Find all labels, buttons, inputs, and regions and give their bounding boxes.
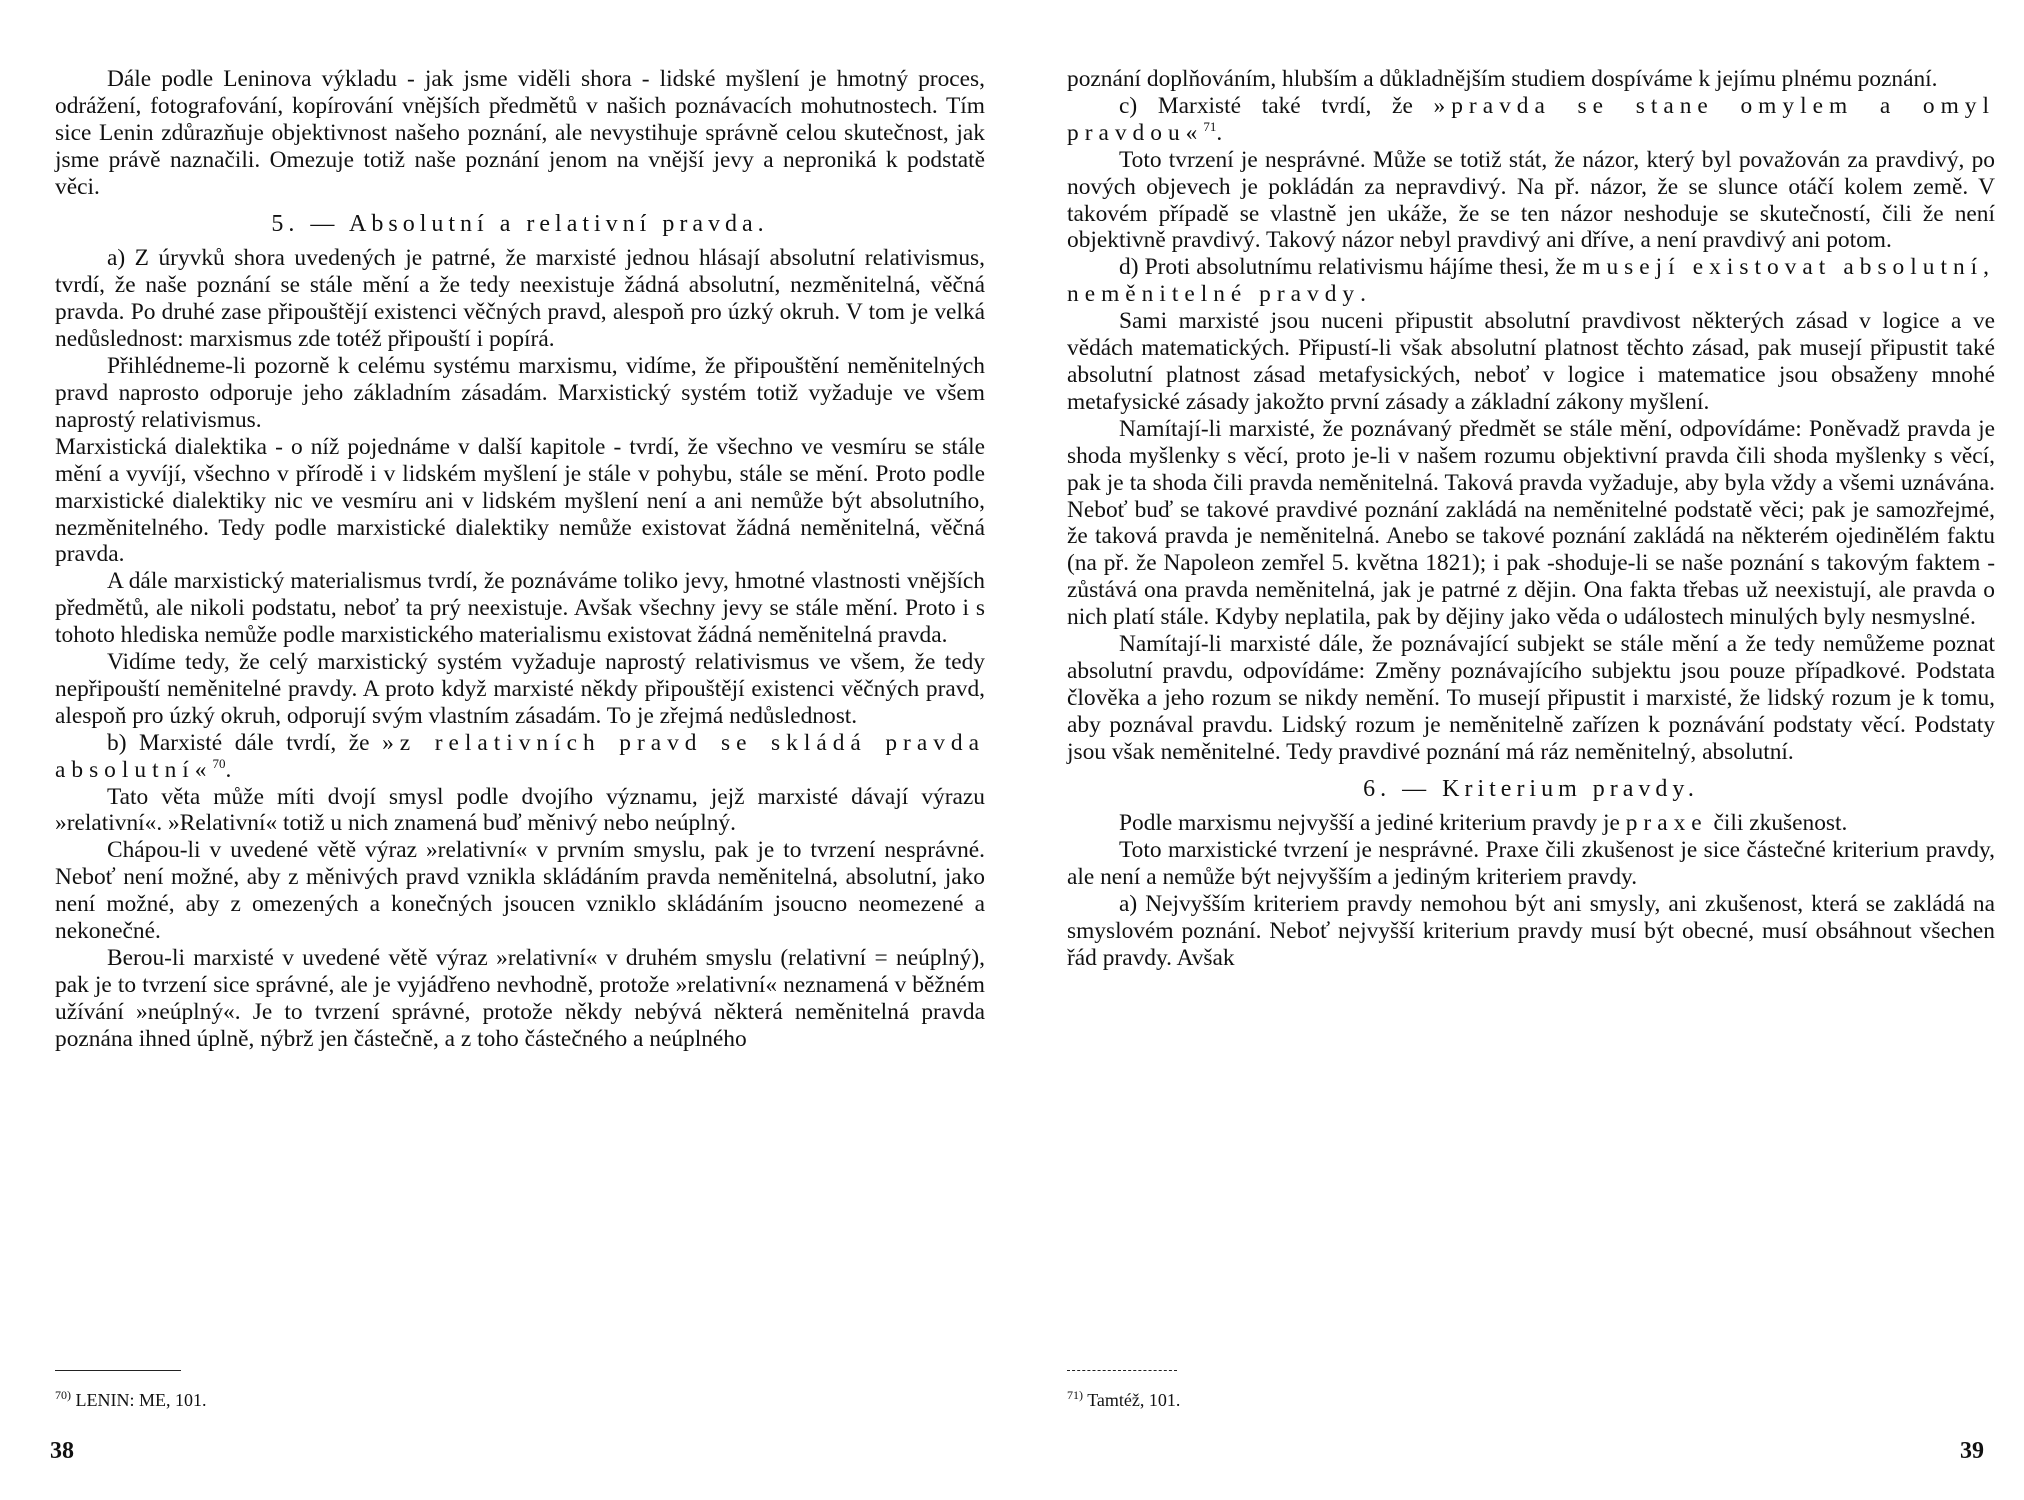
footnote-mark: 70) xyxy=(55,1388,71,1402)
paragraph: Vidíme tedy, že celý marxistický systém vyžaduje naprostý relativismus ve všem, že tedy nepřipouští neměnitelné pravdy. A proto když marxisté někdy připouštějí existenci věčných pravd, alespoň pro úzký okruh, odporují svým vlastním zásadám. To je zřejmá nedůslednost. xyxy=(55,649,985,729)
paragraph: Namítají-li marxisté dále, že poznávající subjekt se stále mění a že tedy nemůžeme poznat absolutní pravdu, odpovídáme: Změny poznávajícího subjektu jsou pouze případkové. Podstata člověka a jeho rozum se nikdy nemění. To musejí připustit i marxisté, že lidský rozum je k tomu, aby poznával pravdu. Lidský rozum je neměnitelně zařízen k poznávání podstaty věcí. Podstaty jsou však neměnitelné. Tedy pravdivé poznání má ráz neměnitelný, absolutní. xyxy=(1067,631,1995,765)
claim-b: b) Marxisté dále tvrdí, že »z relativních pravd se skládá pravda absolutní«$^{70}$. xyxy=(55,729,985,783)
paragraph: Marxistická dialektika - o níž pojednáme v další kapitole - tvrdí, že všechno ve vesmíru se stále mění a vyvíjí, všechno v přírodě i v lidském myšlení je stále v pohybu, stále se mění. Proto podle marxistické dialektiky nic ve vesmíru ani v lidském myšlení není a ani nemůže být absolutního, nezměnitelného. Tedy podle marxistické dialektiky nemůže existovat žádná neměnitelná, věčná pravda. xyxy=(55,433,985,568)
section-title: Absolutní a relativní pravda. xyxy=(349,210,769,237)
paragraph: A dále marxistický materialismus tvrdí, že poznáváme toliko jevy, hmotné vlastnosti vnějších předmětů, ale nikoli podstatu, neboť ta prý neexistuje. Avšak všechny jevy se stále mění. Proto i s tohoto hlediska nemůže podle marxistického materialismu existovat žádná neměnitelná pravda. xyxy=(55,568,985,649)
paragraph: poznání doplňováním, hlubším a důkladnějším studiem dospíváme k jejímu plnému poznání. xyxy=(1067,66,1938,92)
page-number: 38 xyxy=(50,1438,74,1464)
spaced-quote: »z relativních pravd se skládá pravda absolutní« xyxy=(55,729,985,783)
paragraph: Dále podle Leninova výkladu - jak jsme viděli shora - lidské myšlení je hmotný proces, odrážení, fotografování, kopírování vnějších předmětů v našich poznávacích mohutnostech. Tím sice Lenin zdůrazňuje objektivnost našeho poznání, ale nevystihuje správně celou skutečnost, jak jsme právě naznačili. Omezuje totiž naše poznání jenom na vnější jevy a neproniká k podstatě věci. xyxy=(55,66,985,200)
section-number: 6. — xyxy=(1363,775,1432,802)
footnote-text: Tamtéž, 101. xyxy=(1087,1390,1181,1410)
paragraph: Sami marxisté jsou nuceni připustit absolutní pravdivost některých zásad v logice a ve vědách matematických. Připustí-li však absolutní platnost těchto zásad, pak musejí připustit také absolutní platnost zásad metafysických, neboť v logice i matematice jsou obsaženy mnohé metafysické zásady jakožto první zásady a základní zákony myšlení. xyxy=(1067,308,1995,415)
section-heading-6 xyxy=(1067,776,1995,803)
footnote-ref: 70 xyxy=(212,755,226,771)
section-number: 5. — xyxy=(271,210,340,237)
claim-d: d) Proti absolutnímu relativismu hájíme thesi, že musejí existovat absolutní, neměnitelné pravdy. xyxy=(1067,254,1995,308)
claim-c: c) Marxisté také tvrdí, že »pravda se stane omylem a omyl pravdou«$^{71}$. xyxy=(1067,92,1995,146)
paragraph: Podle marxismu nejvyšší a jediné kriterium pravdy je praxe čili zkušenost. xyxy=(1119,810,1848,837)
paragraph: Toto tvrzení je nesprávné. Může se totiž stát, že názor, který byl považován za pravdivý, po nových objevech je pokládán za nepravdivý. Na př. názor, že se slunce otáčí kolem země. V takovém případě se vlastně jen ukáže, že se ten názor neshoduje se skutečností, čili že není objektivně pravdivý. Takový názor nebyl pravdivý ani dříve, a není pravdivý ani potom. xyxy=(1067,146,1995,254)
paragraph: Namítají-li marxisté, že poznávaný předmět se stále mění, odpovídáme: Poněvadž pravda je shoda myšlenky s věcí, proto je-li v našem rozumu objektivní pravda čili shoda myšlenky s věcí, pak je ta shoda čili pravda neměnitelná. Taková pravda vyžaduje, aby byla vždy a všemi uznávána. Neboť buď se takové pravdivé poznání zakládá na neměnitelné podstatě věci; pak je samozřejmé, že taková pravda je neměnitelná. Anebo se takové poznání zakládá na některém ojedinělém faktu (na př. že Napoleon zemřel 5. května 1821); i pak -shoduje-li se naše poznání s takovým faktem - zůstává ona pravda neměnitelná, jak je patrné z dějin. Ona fakta třebas už neexistují, ale pravda o nich platí stále. Kdyby neplatila, pak by dějiny jako věda o událostech minulých byly nesmyslné. xyxy=(1067,415,1995,631)
spaced-quote: musejí existovat absolutní, neměnitelné pravdy xyxy=(1067,254,1995,308)
right-page xyxy=(1012,0,2024,1500)
paragraph: Chápou-li v uvedené větě výraz »relativní« v prvním smyslu, pak je to tvrzení nesprávné. Neboť není možné, aby z měnivých pravd vznikla skládáním pravda neměnitelná, absolutní, jako není možné, aby z omezených a konečných jsoucen vzniklo skládáním jsoucno neomezené a nekonečné. xyxy=(55,837,985,945)
paragraph: Tato věta může míti dvojí smysl podle dvojího významu, jejž marxisté dávají výrazu »relativní«. »Relativní« totiž u nich znamená buď měnivý nebo neúplný. xyxy=(55,783,985,837)
section-title: Kriterium pravdy. xyxy=(1442,775,1699,802)
left-text-column xyxy=(55,66,985,1053)
footnote-rule xyxy=(1067,1370,1177,1371)
paragraph: Přihlédneme-li pozorně k celému systému marxismu, vidíme, že připouštění neměnitelných pravd naprosto odporuje jeho základním zásadám. Marxistický systém totiž vyžaduje ve všem naprostý relativismus. xyxy=(55,353,985,433)
section-heading-5 xyxy=(55,211,985,238)
footnote xyxy=(55,1384,206,1411)
footnote-mark: 71) xyxy=(1067,1388,1083,1402)
footnote-ref: 71 xyxy=(1203,119,1217,135)
footnote xyxy=(1067,1384,1180,1411)
paragraph: a) Z úryvků shora uvedených je patrné, že marxisté jednou hlásají absolutní relativismus, tvrdí, že naše poznání se stále mění a že tedy neexistuje žádná absolutní, nezměnitelná, věčná pravda. Po druhé zase připouštějí existenci věčných pravd, alespoň pro úzký okruh. V tom je velká nedůslednost: marxismus zde totéž připouští i popírá. xyxy=(55,245,985,353)
spaced-word: praxe xyxy=(1625,810,1708,837)
page-number: 39 xyxy=(1960,1438,1984,1464)
spaced-quote: »pravda se stane omylem a omyl pravdou« xyxy=(1067,92,1995,146)
paragraph: Berou-li marxisté v uvedené větě výraz »relativní« v druhém smyslu (relativní = neúplný), pak je to tvrzení sice správné, ale je vyjádřeno nevhodně, protože »relativní« neznamená v běžném užívání »neúplný«. Je to tvrzení správné, protože někdy nebývá některá neměnitelná pravda poznána ihned úplně, nýbrž jen částečně, a z toho částečného a neúplného xyxy=(55,945,985,1052)
footnote-rule xyxy=(55,1370,181,1371)
paragraph: Toto marxistické tvrzení je nesprávné. Praxe čili zkušenost je sice částečné kriterium pravdy, ale není a nemůže být nejvyšším a jediným kriteriem pravdy. xyxy=(1067,837,1995,891)
paragraph: a) Nejvyšším kriteriem pravdy nemohou být ani smysly, ani zkušenost, která se zakládá na smyslovém poznání. Neboť nejvyšší kriterium pravdy musí být obecné, musí obsáhnout všechen řád pravdy. Avšak xyxy=(1067,891,1995,971)
right-text-column xyxy=(1067,66,1995,972)
footnote-text: LENIN: ME, 101. xyxy=(75,1390,207,1410)
